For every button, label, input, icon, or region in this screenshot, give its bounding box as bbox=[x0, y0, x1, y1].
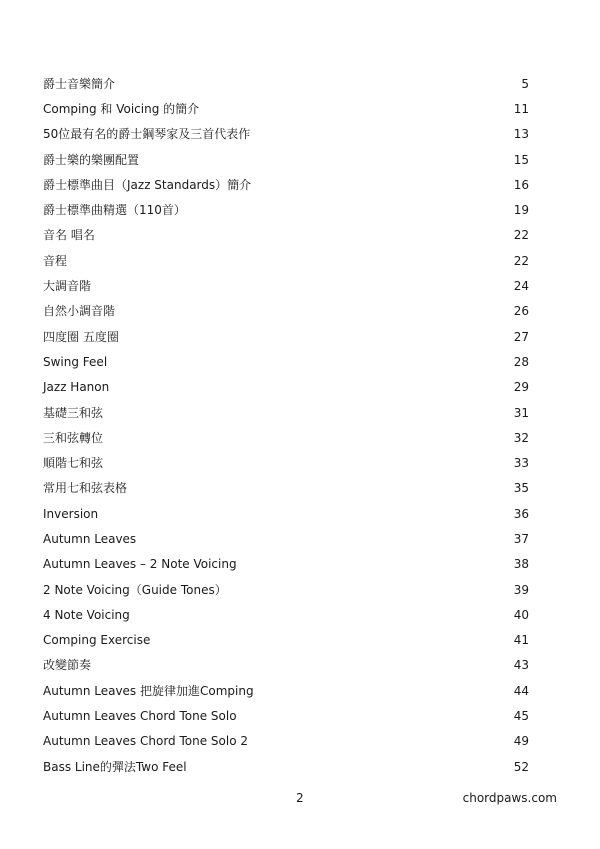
toc-entry-title: 大調音階 bbox=[43, 279, 92, 294]
toc-entry-page: 35 bbox=[513, 481, 529, 496]
toc-entry bbox=[43, 628, 529, 653]
toc-entry-page: 36 bbox=[513, 506, 529, 521]
toc-entry bbox=[43, 577, 529, 602]
toc-entry bbox=[43, 754, 529, 779]
toc-entry-title: 爵士標準曲精選（110首） bbox=[43, 203, 186, 218]
toc-entry bbox=[43, 450, 529, 475]
toc-entry bbox=[43, 223, 529, 248]
toc-entry-title: 自然小調音階 bbox=[43, 304, 116, 319]
toc-entry-title: Autumn Leaves Chord Tone Solo bbox=[43, 709, 237, 724]
toc-entry bbox=[43, 526, 529, 551]
toc-entry-page: 45 bbox=[513, 709, 529, 724]
toc-entry bbox=[43, 678, 529, 703]
toc-entry bbox=[43, 400, 529, 425]
toc-entry-title: Autumn Leaves bbox=[43, 531, 137, 546]
toc-entry-page: 52 bbox=[513, 759, 529, 774]
toc-entry-page: 39 bbox=[513, 582, 529, 597]
toc-entry-page: 27 bbox=[513, 329, 529, 344]
toc-entry-title: Comping 和 Voicing 的簡介 bbox=[43, 101, 200, 116]
toc-entry-title: 改變節奏 bbox=[43, 658, 92, 673]
toc-entry-page: 19 bbox=[513, 203, 529, 218]
toc-entry-page: 22 bbox=[513, 228, 529, 243]
toc-entry-title: 爵士樂的樂團配置 bbox=[43, 152, 140, 167]
toc-entry bbox=[43, 248, 529, 273]
toc-entry-title: 音程 bbox=[43, 253, 68, 268]
toc-entry bbox=[43, 349, 529, 374]
toc-entry bbox=[43, 71, 529, 96]
toc-entry bbox=[43, 425, 529, 450]
toc-entry-page: 37 bbox=[513, 531, 529, 546]
toc-entry-title: 爵士標準曲目（Jazz Standards）簡介 bbox=[43, 177, 252, 192]
toc-entry bbox=[43, 324, 529, 349]
toc-entry bbox=[43, 476, 529, 501]
toc-entry-title: 常用七和弦表格 bbox=[43, 481, 128, 496]
site-url: chordpaws.com bbox=[462, 791, 557, 805]
toc-entry-page: 13 bbox=[513, 127, 529, 142]
toc-entry-title: 50位最有名的爵士鋼琴家及三首代表作 bbox=[43, 127, 251, 142]
page-number: 2 bbox=[296, 791, 304, 805]
toc-entry bbox=[43, 703, 529, 728]
toc-entry-page: 24 bbox=[513, 279, 529, 294]
toc-entry bbox=[43, 147, 529, 172]
toc-entry-page: 44 bbox=[513, 683, 529, 698]
toc-entry-title: Swing Feel bbox=[43, 354, 108, 369]
toc-entry bbox=[43, 375, 529, 400]
toc-entry-page: 16 bbox=[513, 177, 529, 192]
toc-entry-page: 22 bbox=[513, 253, 529, 268]
toc-entry bbox=[43, 299, 529, 324]
toc-entry-page: 26 bbox=[513, 304, 529, 319]
toc-entry-title: 爵士音樂簡介 bbox=[43, 76, 116, 91]
toc-entry-title: 音名 唱名 bbox=[43, 228, 95, 243]
toc-entry-title: Autumn Leaves 把旋律加進Comping bbox=[43, 683, 254, 698]
toc-entry-page: 40 bbox=[513, 607, 529, 622]
toc-entry bbox=[43, 729, 529, 754]
toc-entry bbox=[43, 197, 529, 222]
toc-entry bbox=[43, 602, 529, 627]
toc-entry-title: 2 Note Voicing（Guide Tones） bbox=[43, 582, 227, 597]
toc-entry bbox=[43, 172, 529, 197]
toc-entry-page: 38 bbox=[513, 557, 529, 572]
toc-entry-page: 33 bbox=[513, 456, 529, 471]
page-footer bbox=[0, 791, 600, 807]
toc-entry-title: 4 Note Voicing bbox=[43, 607, 130, 622]
toc-entry-page: 29 bbox=[513, 380, 529, 395]
toc-entry-page: 31 bbox=[513, 405, 529, 420]
toc-entry-title: Autumn Leaves – 2 Note Voicing bbox=[43, 557, 237, 572]
toc-entry-title: Comping Exercise bbox=[43, 633, 151, 648]
table-of-contents bbox=[43, 71, 529, 779]
toc-entry-page: 28 bbox=[513, 354, 529, 369]
toc-entry-page: 41 bbox=[513, 633, 529, 648]
toc-entry-title: 四度圈 五度圈 bbox=[43, 329, 119, 344]
toc-entry bbox=[43, 122, 529, 147]
toc-entry-title: Autumn Leaves Chord Tone Solo 2 bbox=[43, 734, 248, 749]
toc-entry bbox=[43, 96, 529, 121]
toc-entry-page: 43 bbox=[513, 658, 529, 673]
toc-entry-title: 順階七和弦 bbox=[43, 456, 104, 471]
toc-entry-page: 11 bbox=[513, 101, 529, 116]
toc-entry-page: 5 bbox=[521, 76, 529, 91]
toc-entry-title: 三和弦轉位 bbox=[43, 430, 104, 445]
toc-entry bbox=[43, 273, 529, 298]
toc-entry-page: 15 bbox=[513, 152, 529, 167]
toc-entry-title: Inversion bbox=[43, 506, 99, 521]
toc-entry-title: 基礎三和弦 bbox=[43, 405, 104, 420]
toc-entry-title: Jazz Hanon bbox=[43, 380, 110, 395]
toc-entry bbox=[43, 653, 529, 678]
toc-entry bbox=[43, 552, 529, 577]
toc-entry-page: 32 bbox=[513, 430, 529, 445]
toc-entry-page: 49 bbox=[513, 734, 529, 749]
toc-entry bbox=[43, 501, 529, 526]
toc-entry-title: Bass Line的彈法Two Feel bbox=[43, 759, 187, 774]
